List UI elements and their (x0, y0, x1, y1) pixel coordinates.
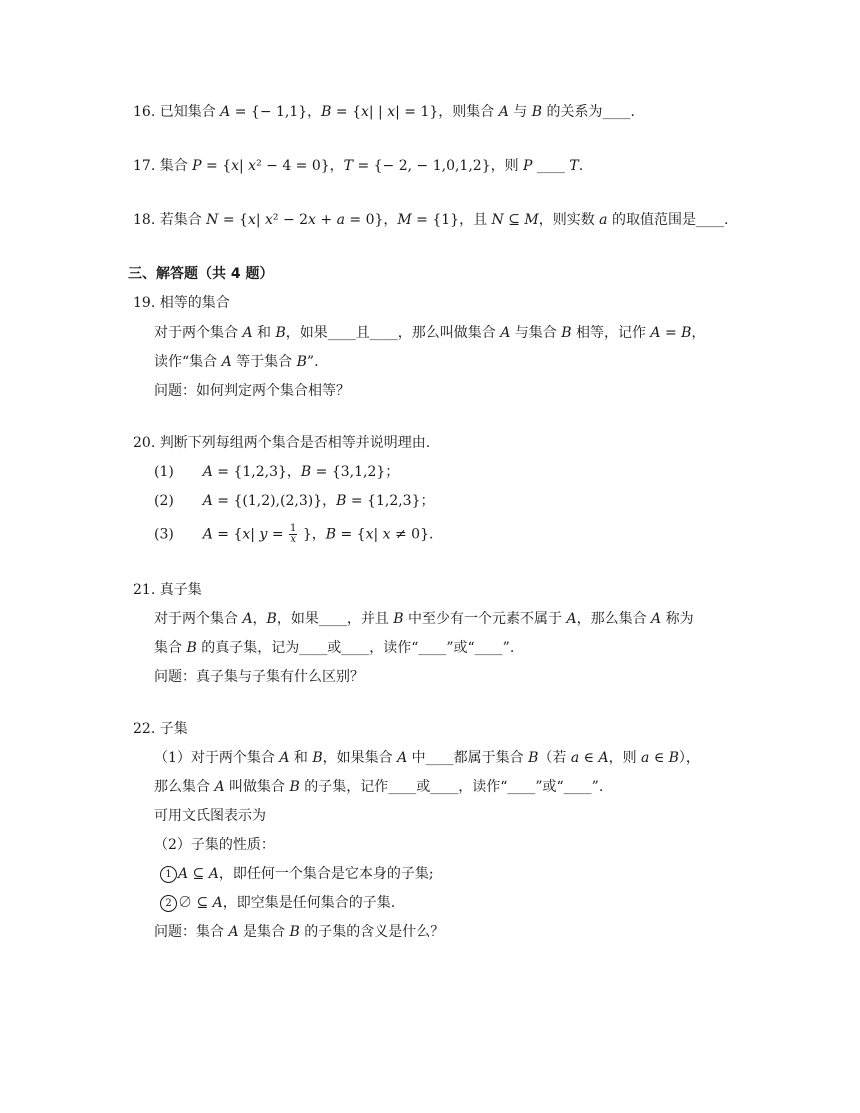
property-text: ∅ ⊆ 𝐴，即空集是任何集合的子集. (178, 895, 396, 911)
question-20-item-2 (154, 491, 435, 511)
circled-number: 1 (160, 866, 177, 883)
question-21-question: 问题：真子集与子集有什么区别？ (154, 669, 364, 685)
question-16: 16. 已知集合 𝐴 = {− 1,1}，𝐵 = {𝑥| | 𝑥| = 1}，则集合 𝐴 与 𝐵 的关系为____. (133, 104, 635, 120)
question-22-line-1: （1）对于两个集合 𝐴 和 𝐵，如果集合 𝐴 中____都属于集合 𝐵（若 𝑎 ∈ 𝐴，则 𝑎 ∈ 𝐵）， (154, 750, 700, 766)
question-22-property-2 (160, 893, 395, 913)
fraction-denominator: 𝑥 (290, 534, 297, 545)
question-19-title: 19. 相等的集合 (133, 295, 230, 311)
question-17: 17. 集合 𝑃 = {𝑥| 𝑥² − 4 = 0}，𝑇 = {− 2, − 1,0,1,2}，则 𝑃 ____ 𝑇. (133, 158, 584, 174)
question-22-line-3: 可用文氏图表示为 (154, 808, 266, 824)
question-21-title: 21. 真子集 (133, 582, 202, 598)
fraction (289, 524, 297, 545)
section-title: 三、解答题（共 4 题） (128, 266, 274, 282)
circled-number: 2 (160, 895, 177, 912)
question-19-line-2: 读作“集合 𝐴 等于集合 𝐵”. (154, 354, 319, 370)
question-18: 18. 若集合 𝑁 = {𝑥| 𝑥² − 2𝑥 + 𝑎 = 0}，𝑀 = {1}，且 𝑁 ⊆ 𝑀，则实数 𝑎 的取值范围是____. (133, 212, 729, 228)
item-text-a: 𝐴 = {𝑥| 𝑦 = (202, 526, 284, 543)
item-number: (1) (154, 464, 174, 480)
question-22-line-2: 那么集合 𝐴 叫做集合 𝐵 的子集，记作____或____，读作“____”或“____”. (154, 779, 604, 795)
fraction-numerator: 1 (290, 523, 297, 534)
question-21-line-2: 集合 𝐵 的真子集，记为____或____，读作“____”或“____”. (154, 640, 515, 656)
item-text: 𝐴 = {1,2,3}，𝐵 = {3,1,2}； (202, 464, 400, 480)
question-22-property-1 (160, 864, 434, 884)
question-20-title: 20. 判断下列每组两个集合是否相等并说明理由. (133, 435, 431, 451)
item-text: 𝐴 = {(1,2),(2,3)}，𝐵 = {1,2,3}； (202, 493, 435, 509)
question-22-title: 22. 子集 (133, 721, 188, 737)
question-20-item-3 (154, 524, 433, 545)
item-number: (3) (154, 526, 174, 543)
question-22-line-4: （2）子集的性质： (154, 837, 275, 853)
question-19-question: 问题：如何判定两个集合相等？ (154, 383, 350, 399)
item-number: (2) (154, 493, 174, 509)
question-19-line-1: 对于两个集合 𝐴 和 𝐵，如果____且____，那么叫做集合 𝐴 与集合 𝐵 相等，记作 𝐴 = 𝐵， (154, 325, 706, 341)
question-21-line-1: 对于两个集合 𝐴，𝐵，如果____，并且 𝐵 中至少有一个元素不属于 𝐴，那么集合 𝐴 称为 (154, 611, 694, 627)
question-20-item-1 (154, 462, 399, 482)
item-text-b: }，𝐵 = {𝑥| 𝑥 ≠ 0}. (302, 526, 434, 543)
question-22-question: 问题：集合 𝐴 是集合 𝐵 的子集的含义是什么？ (154, 924, 445, 940)
property-text: 𝐴 ⊆ 𝐴，即任何一个集合是它本身的子集; (178, 866, 434, 882)
